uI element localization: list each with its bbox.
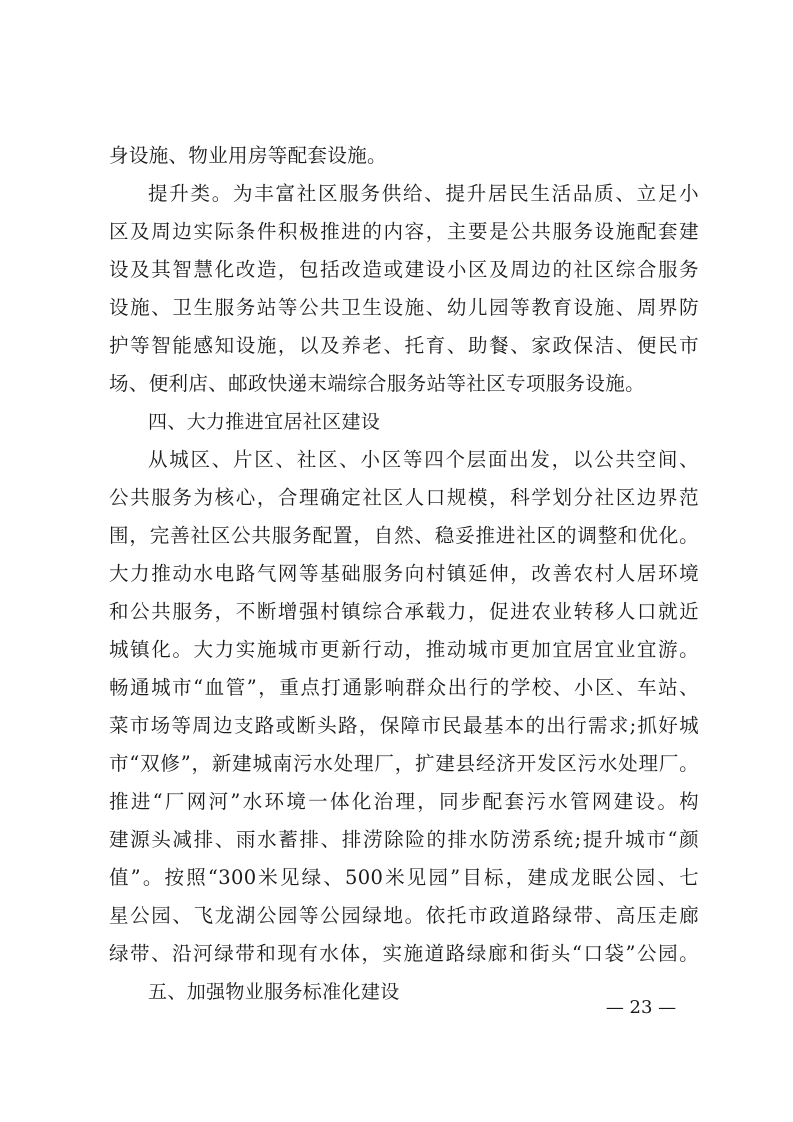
body-text-line: 设施、卫生服务站等公共卫生设施、幼儿园等教育设施、周界防 <box>109 296 699 319</box>
body-text-line: 值”。按照“300米见绿、500米见园”目标，建成龙眠公园、七 <box>109 866 699 889</box>
section-heading: 四、大力推进宜居社区建设 <box>148 411 381 433</box>
body-text-line: 从城区、片区、社区、小区等四个层面出发，以公共空间、 <box>148 448 699 471</box>
body-text-line: 设及其智慧化改造，包括改造或建设小区及周边的社区综合服务 <box>109 258 699 281</box>
body-text-line: 菜市场等周边支路或断头路，保障市民最基本的出行需求;抓好城 <box>109 714 699 737</box>
body-text-line: 市“双修”，新建城南污水处理厂，扩建县经济开发区污水处理厂。 <box>109 752 699 775</box>
body-text-line: 提升类。为丰富社区服务供给、提升居民生活品质、立足小 <box>148 182 699 205</box>
body-text-line: 推进“厂网河”水环境一体化治理，同步配套污水管网建设。构 <box>109 790 699 813</box>
body-text-line: 星公园、飞龙湖公园等公园绿地。依托市政道路绿带、高压走廊 <box>109 904 699 927</box>
body-text-line: 身设施、物业用房等配套设施。 <box>109 144 387 167</box>
body-text-line: 围，完善社区公共服务配置，自然、稳妥推进社区的调整和优化。 <box>109 524 699 547</box>
body-text-line: 大力推动水电路气网等基础服务向村镇延伸，改善农村人居环境 <box>109 562 699 585</box>
body-text-line: 绿带、沿河绿带和现有水体，实施道路绿廊和街头“口袋”公园。 <box>109 942 699 965</box>
body-text-line: 公共服务为核心，合理确定社区人口规模，科学划分社区边界范 <box>109 486 699 509</box>
body-text-line: 区及周边实际条件积极推进的内容，主要是公共服务设施配套建 <box>109 220 699 243</box>
body-text-line: 场、便利店、邮政快递末端综合服务站等社区专项服务设施。 <box>109 372 645 395</box>
body-text-line: 畅通城市“血管”，重点打通影响群众出行的学校、小区、车站、 <box>109 676 699 699</box>
section-heading: 五、加强物业服务标准化建设 <box>148 981 400 1003</box>
body-text-line: 城镇化。大力实施城市更新行动，推动城市更加宜居宜业宜游。 <box>109 638 699 661</box>
page-number: — 23 — <box>605 997 677 1018</box>
body-text-line: 和公共服务，不断增强村镇综合承载力，促进农业转移人口就近 <box>109 600 699 623</box>
body-text-line: 建源头减排、雨水蓄排、排涝除险的排水防涝系统;提升城市“颜 <box>109 828 699 851</box>
body-text-line: 护等智能感知设施，以及养老、托育、助餐、家政保洁、便民市 <box>109 334 699 357</box>
